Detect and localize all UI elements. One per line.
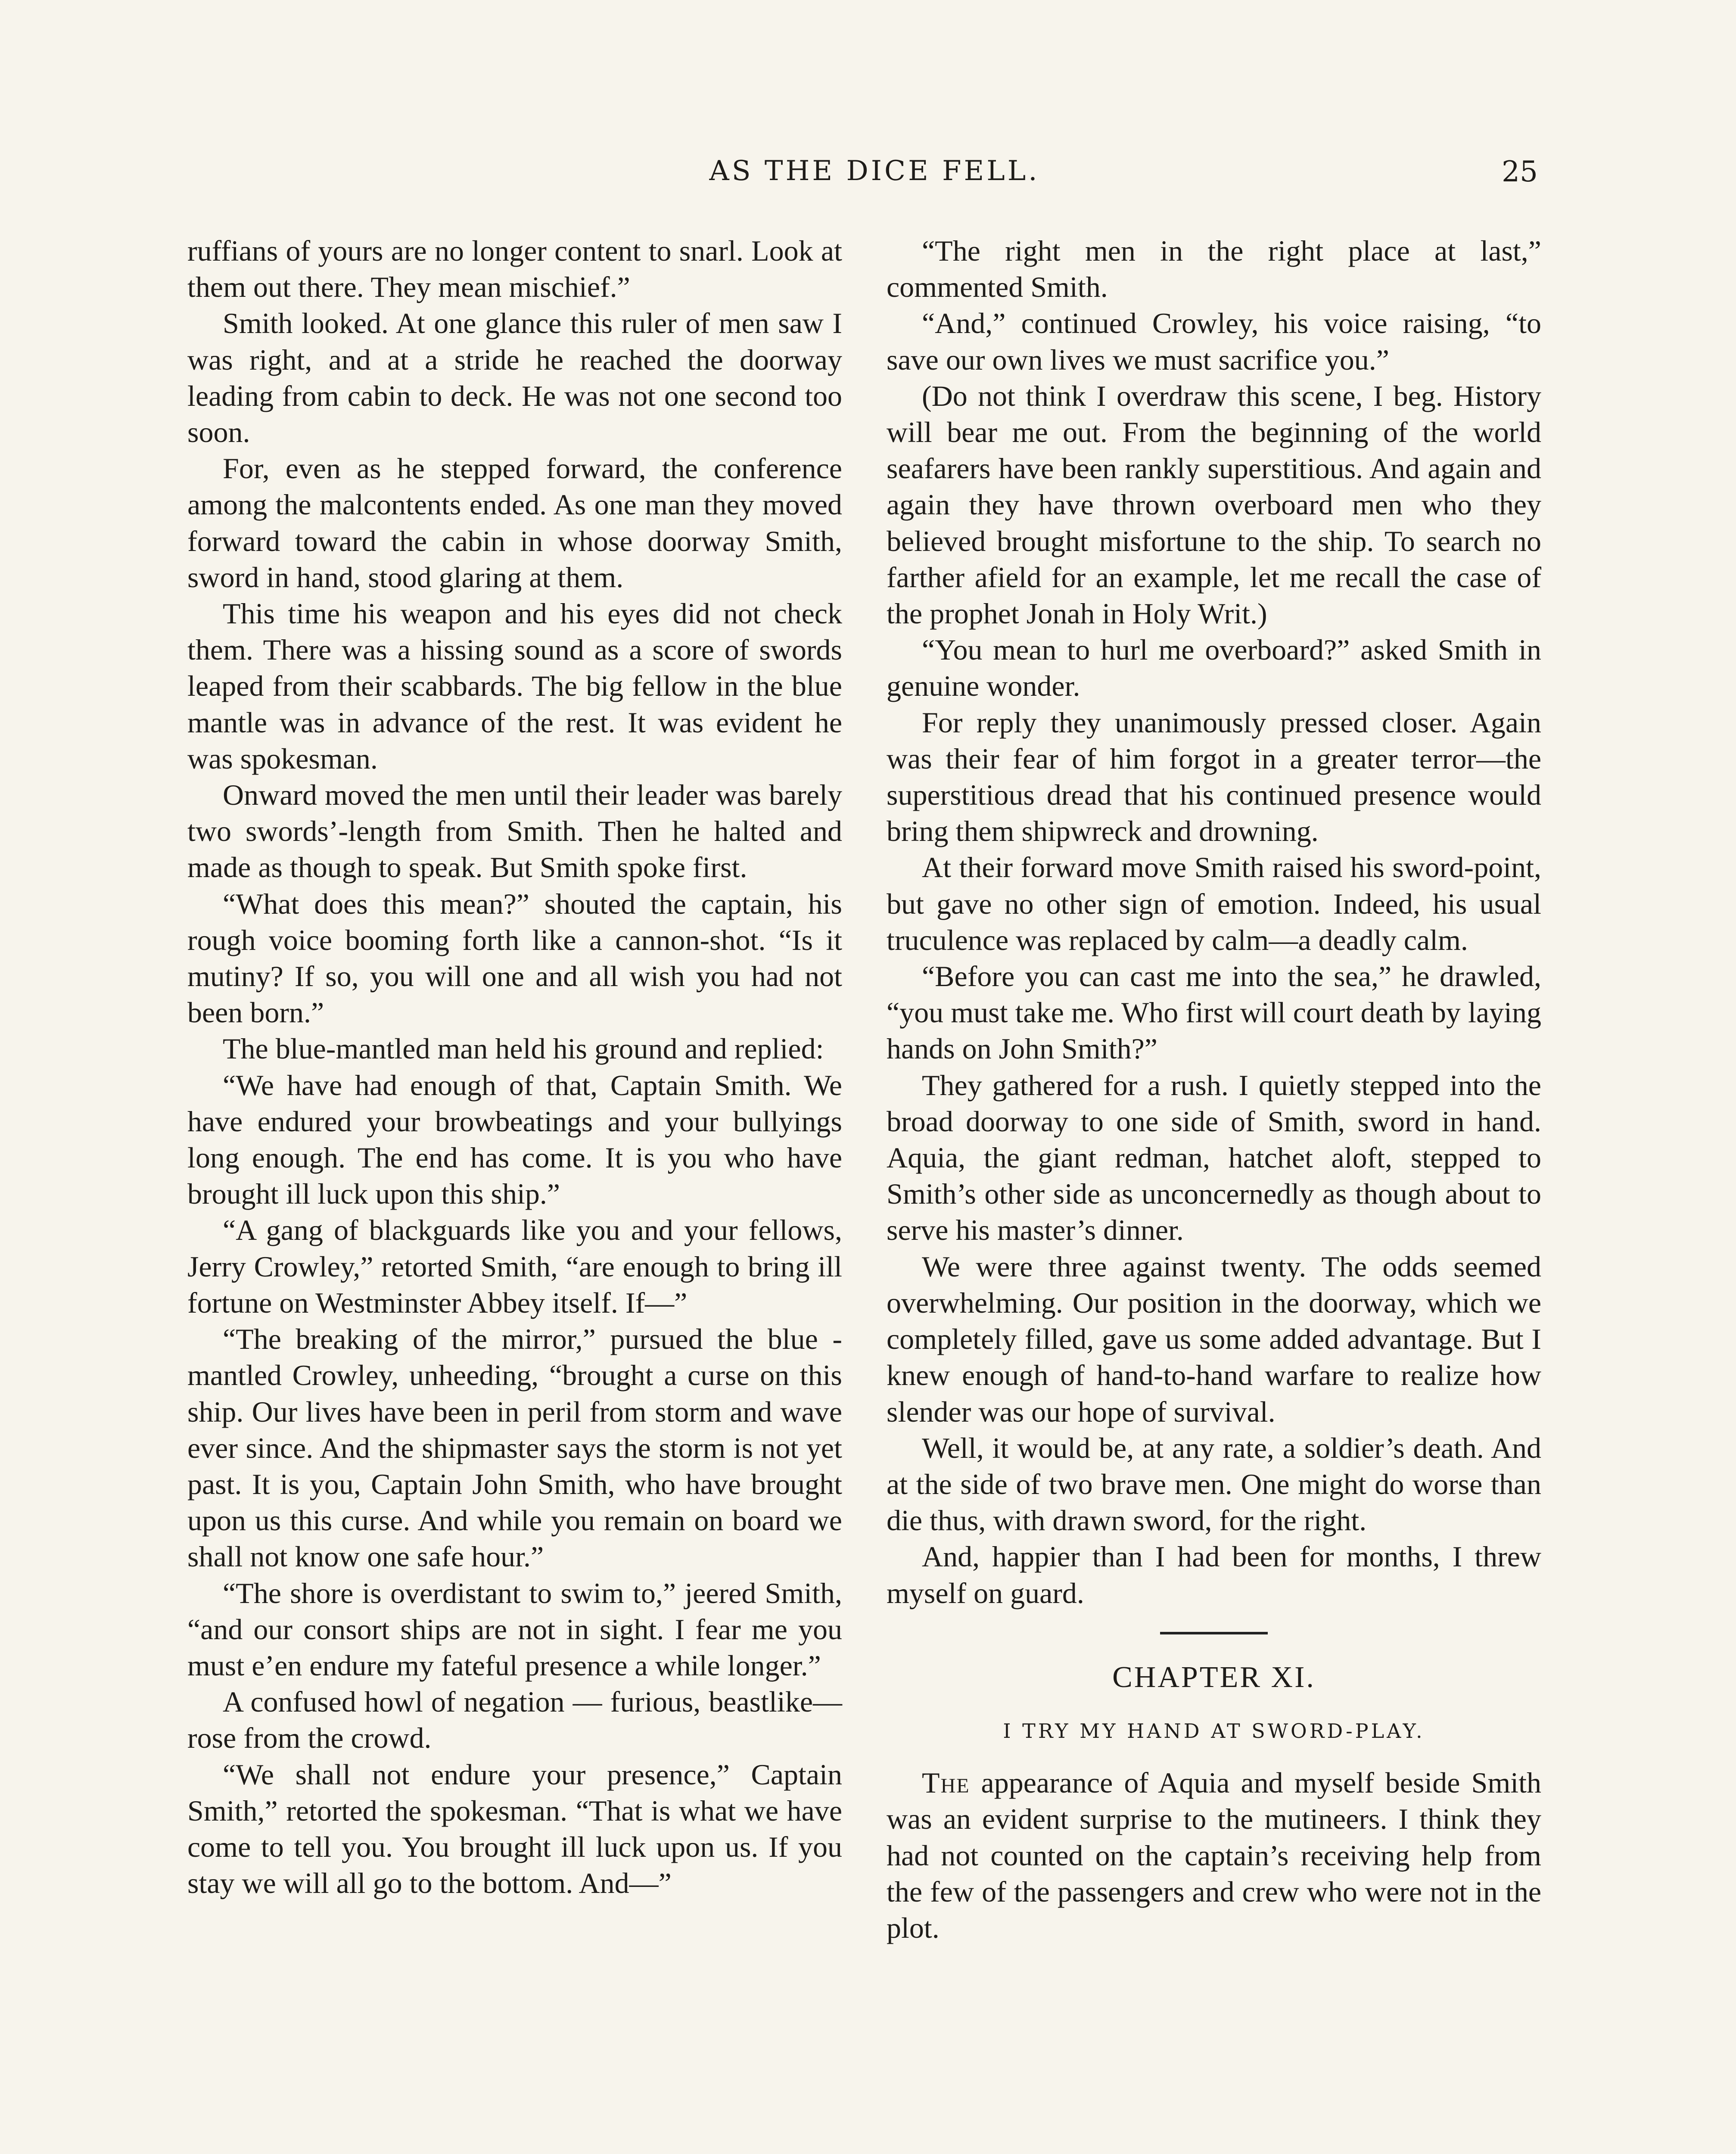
paragraph: Well, it would be, at any rate, a soldier’s death. And at the side of two brave men. One might do worse than die thus, with drawn sword, for the right.: [887, 1431, 1541, 1537]
paragraph: (Do not think I overdraw this scene, I beg. History will bear me out. From the beginning of the world seafarers have been rankly superstitious. And again and again they have thrown overboard men who they believed brought misfortune to the ship. To search no farther afield for an example, let me recall the case of the prophet Jonah in Holy Writ.): [887, 379, 1541, 630]
paragraph: This time his weapon and his eyes did not check them. There was a hissing sound as a score of swords leaped from their scabbards. The big fellow in the blue mantle was in advance of the rest. It was evident he was spokesman.: [187, 597, 842, 775]
paragraph: “Before you can cast me into the sea,” he drawled, “you must take me. Who first will court death by laying hands on John Smith?”: [887, 960, 1541, 1065]
paragraph: “We shall not endure your presence,” Captain Smith,” retorted the spokesman. “That is what we have come to tell you. You brought ill luck upon us. If you stay we will all go to the bottom. And—”: [187, 1758, 842, 1900]
opening-word: The: [922, 1766, 970, 1799]
right-column: [887, 233, 1541, 1946]
paragraph: “And,” continued Crowley, his voice raising, “to save our own lives we must sacrifice you.”: [887, 307, 1541, 376]
paragraph: Smith looked. At one glance this ruler of men saw I was right, and at a stride he reached the doorway leading from cabin to deck. He was not one second too soon.: [187, 307, 842, 449]
paragraph: “The shore is overdistant to swim to,” jeered Smith, “and our consort ships are not in sight. I fear me you must e’en endure my fateful presence a while longer.”: [187, 1576, 842, 1682]
paragraph: “The right men in the right place at last,” commented Smith.: [887, 234, 1541, 304]
paragraph: “We have had enough of that, Captain Smith. We have endured your browbeatings and your bullyings long enough. The end has come. It is you who have brought ill luck upon this ship.”: [187, 1068, 842, 1211]
paragraph: Onward moved the men until their leader was barely two swords’-length from Smith. Then he halted and made as though to speak. But Smith spoke first.: [187, 778, 842, 884]
paragraph: ruffians of yours are no longer content to snarl. Look at them out there. They mean mischief.”: [187, 234, 842, 304]
chapter-opening-paragraph: [887, 1765, 1541, 1946]
chapter-title: CHAPTER XI.: [1112, 1660, 1316, 1694]
paragraph: At their forward move Smith raised his sword-point, but gave no other sign of emotion. Indeed, his usual truculence was replaced by calm—a deadly calm.: [887, 851, 1541, 956]
paragraph: The blue-mantled man held his ground and replied:: [223, 1032, 824, 1065]
opening-text: appearance of Aquia and myself beside Smith was an evident surprise to the mutineers. I think they had not counted on the captain’s receiving help from the few of the passengers and crew who were not in the plot.: [887, 1766, 1541, 1944]
paragraph: A confused howl of negation — furious, beastlike—rose from the crowd.: [187, 1685, 842, 1755]
page-number: 25: [1502, 155, 1538, 188]
paragraph: They gathered for a rush. I quietly stepped into the broad doorway to one side of Smith, sword in hand. Aquia, the giant redman, hatchet aloft, stepped to Smith’s other side as unconcernedly as though about to serve his master’s dinner.: [887, 1068, 1541, 1247]
paragraph: We were three against twenty. The odds seemed overwhelming. Our position in the doorway, which we completely filled, gave us some added advantage. But I knew enough of hand-to-hand warfare to realize how slender was our hope of survival.: [887, 1250, 1541, 1428]
paragraph: “What does this mean?” shouted the captain, his rough voice booming forth like a cannon-shot. “Is it mutiny? If so, you will one and all wish you had not been born.”: [187, 887, 842, 1029]
running-title: AS THE DICE FELL.: [709, 155, 1040, 187]
chapter-subtitle: I TRY MY HAND AT SWORD-PLAY.: [1003, 1719, 1425, 1743]
paragraph: For, even as he stepped forward, the conference among the malcontents ended. As one man they moved forward toward the cabin in whose doorway Smith, sword in hand, stood glaring at them.: [187, 452, 842, 594]
paragraph: “You mean to hurl me overboard?” asked Smith in genuine wonder.: [887, 633, 1541, 703]
paragraph: “The breaking of the mirror,” pursued the blue - mantled Crowley, unheeding, “brought a curse on this ship. Our lives have been in peril from storm and wave ever since. And the shipmaster says the storm is not yet past. It is you, Captain John Smith, who have brought upon us this curse. And while you remain on board we shall not know one safe hour.”: [187, 1323, 842, 1573]
paragraph: For reply they unanimously pressed closer. Again was their fear of him forgot in a greater terror—the superstitious dread that his continued presence would bring them shipwreck and drowning.: [887, 706, 1541, 848]
paragraph: And, happier than I had been for months, I threw myself on guard.: [887, 1540, 1541, 1609]
section-divider: [1160, 1632, 1268, 1634]
left-column: [187, 233, 842, 1901]
paragraph: “A gang of blackguards like you and your fellows, Jerry Crowley,” retorted Smith, “are enough to bring ill fortune on Westminster Abbey itself. If—”: [187, 1214, 842, 1319]
